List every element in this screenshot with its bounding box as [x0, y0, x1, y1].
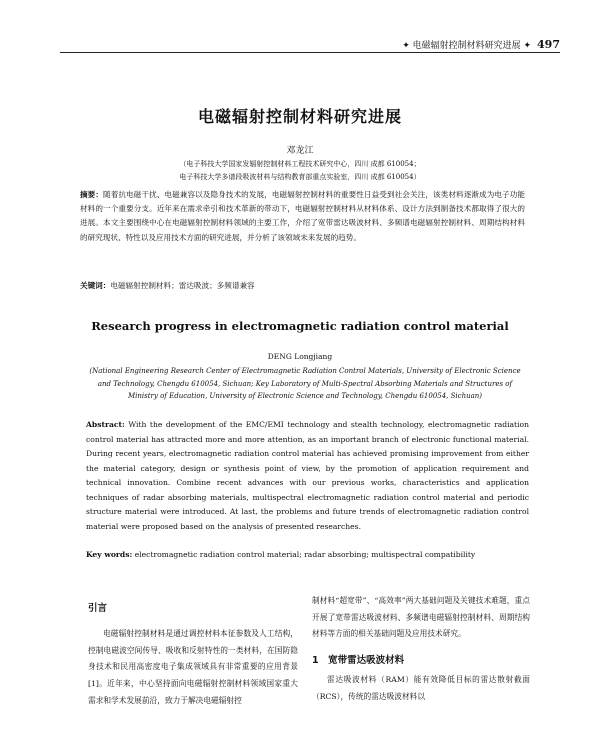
author-en: DENG Longjiang	[267, 352, 333, 361]
keywords-cn-label: 关键词：	[80, 281, 111, 290]
affiliation-en: (National Engineering Research Center of Electromagnetic Radiation Control Materials, University of Electronic Science and Technology, Chengdu 610054, Sichuan; Key Laboratory of Multi-Spectral Absorbing Materials and Structures of Ministry of Education, University of Electronic Science and Technology, Chengdu 610054, Sichuan)	[89, 367, 521, 400]
right-para-1: 制材料“超宽带”、“高效率”两大基础问题及关键技术难题，重点开展了宽带雷达吸波材料、多频谱电磁辐射控制材料、周期结构材料等方面的相关基础问题及应用技术研究。	[312, 596, 530, 639]
right-column	[312, 593, 530, 706]
affiliation-cn	[0, 158, 600, 184]
left-column	[88, 600, 298, 710]
keywords-en-label: Key words:	[86, 550, 133, 559]
section-1-heading: 1 宽带雷达吸波材料	[312, 655, 405, 667]
abstract-cn	[80, 188, 525, 245]
right-para-2: 雷达吸波材料（RAM）能有效降低目标的雷达散射截面（RCS），传统的雷达吸波材料以	[312, 675, 530, 701]
running-head-title: ✦ 电磁辐射控制材料研究进展 ✦	[402, 41, 532, 51]
keywords-en-text: electromagnetic radiation control material; radar absorbing; multispectral compatibility	[134, 550, 476, 559]
title-cn: 电磁辐射控制材料研究进展	[197, 107, 402, 126]
keywords-en	[86, 548, 529, 563]
author-cn: 邓龙江	[286, 146, 314, 156]
intro-heading: 引言	[88, 603, 108, 614]
keywords-cn-text: 电磁辐射控制材料；雷达吸波；多频谱兼容	[110, 281, 255, 290]
running-head	[360, 38, 560, 51]
title-en: Research progress in electromagnetic radiation control material	[91, 319, 509, 333]
affiliation-cn-line1: （电子科技大学国家发辐射控制材料工程技术研究中心，四川 成都 610054；	[179, 160, 421, 168]
keywords-cn	[80, 280, 525, 291]
page-number: 497	[537, 38, 560, 51]
abstract-en-text: With the development of the EMC/EMI technology and stealth technology, electromagnetic radiation control material has attracted more and more attention, as an important branch of electronic functional material. During recent years, electromagnetic radiation control material has achieved promising improvement from either the material category, design or synthesis point of view, by the promotion of application requirement and technical innovation. Combine recent advances with our previous works, characteristics and application techniques of radar absorbing materials, multispectral electromagnetic radiation control material and periodic structure material were introduced. At last, the problems and future trends of electromagnetic radiation control material were proposed based on the analysis of presented researches.	[86, 420, 530, 531]
abstract-cn-text: 随着抗电磁干扰、电磁兼容以及隐身技术的发展，电磁辐射控制材料的重要性日益受到社会关注，该类材料逐渐成为电子功能材料的一个重要分支。近年来在需求牵引和技术革新的带动下，电磁辐射控制材料从材料体系、设计方法到制备技术都取得了很大的进展。本文主要围绕中心在电磁辐射控制材料领域的主要工作，介绍了宽带雷达吸波材料、多频谱电磁辐射控制材料、周期结构材料的研究现状、特性以及应用技术方面的研究进展，并分析了该领域未来发展的趋势。	[80, 190, 526, 242]
abstract-en	[86, 418, 529, 534]
abstract-cn-label: 摘要：	[80, 190, 104, 199]
intro-text: 电磁辐射控制材料是通过调控材料本征参数及人工结构，控制电磁波空间传导、吸收和反射特性的一类材料，在国防隐身技术和民用高密度电子集成领域具有非常重要的应用背景[1]。近年来，中心坚持面向电磁辐射控制材料领域国家重大需求和学术发展前沿，致力于解决电磁辐射控	[88, 629, 298, 705]
abstract-en-label: Abstract:	[86, 420, 125, 429]
header-rule	[60, 52, 560, 53]
affiliation-cn-line2: 电子科技大学多谱段吸波材料与结构教育部重点实验室，四川 成都 610054）	[179, 173, 421, 181]
